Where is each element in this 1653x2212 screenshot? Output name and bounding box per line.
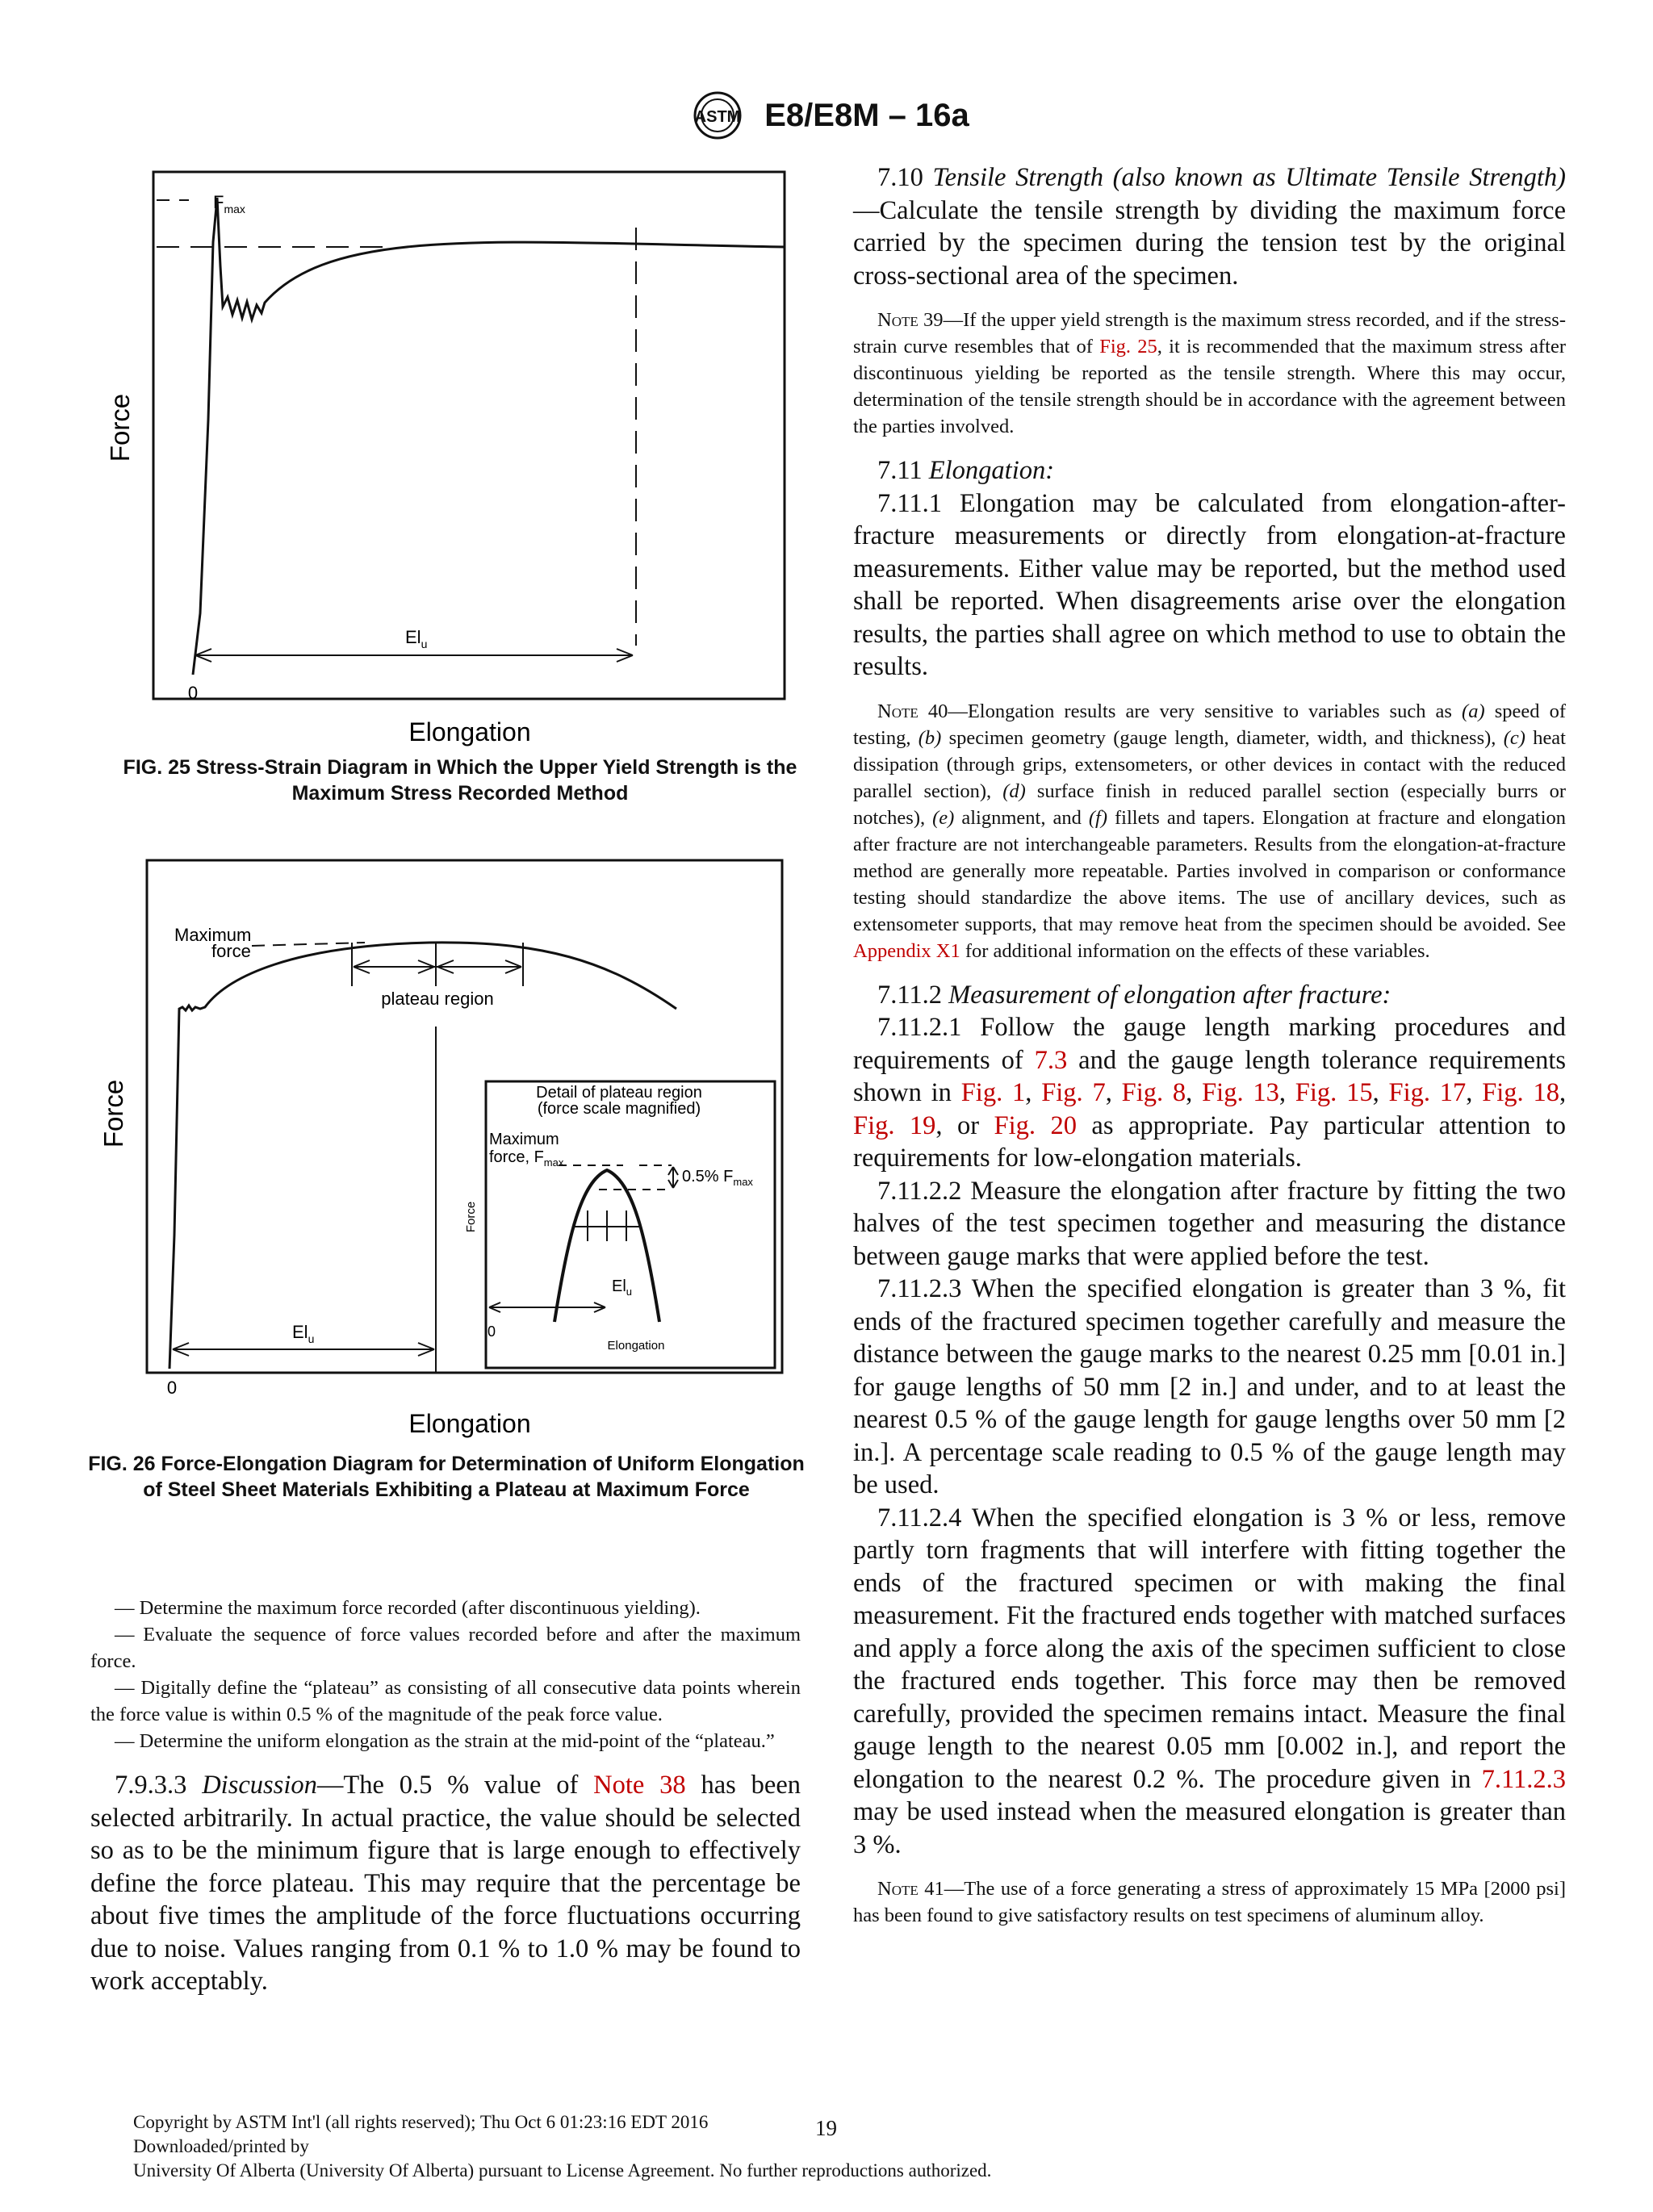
footer-copyright: Copyright by ASTM Int'l (all rights reserved); Thu Oct 6 01:23:16 EDT 2016 — [133, 2112, 709, 2132]
note-40: Note 40—Elongation results are very sensitive to variables such as (a) speed of testing, (b) specimen geometry (gauge length, diameter, width, and thickness), (c) heat dissipation (through grips, extensometers, or other devices in contact with the reduced parallel section), (d) surface finish in reduced parallel section (especially burrs or notches), (e) alignment, and (f) fillets and tapers. Elongation at fracture and elongation after fracture are not interchangeable parameters. Results from the elongation-at-fracture method are generally more repeatable. Parties involved in comparison or conformance testing should standardize the above items. The use of ancillary devices, such as extensometer supports, that may remove heat from the specimen should be avoided. See Appendix X1 for additional information on the effects of these variables. — [853, 700, 1567, 962]
fig-20-link[interactable]: Fig. 20 — [994, 1110, 1077, 1140]
fig25-caption: FIG. 25 Stress-Strain Diagram in Which the Upper Yield Strength is the Maximum Stress Recorded Method — [123, 756, 797, 805]
fig-17-link[interactable]: Fig. 17 — [1388, 1078, 1467, 1107]
para-7933: 7.9.3.3 Discussion—The 0.5 % value of Note 38 has been selected arbitrarily. In actual practice, the value should be selected so as to be the minimum figure that is large enough to effectively define the force plateau. This may require that the percentage be about five times the amplitude of the force fluctuations occurring due to noise. Values ranging from 0.1 % to 1.0 % may be found to work acceptably. — [90, 1771, 801, 1996]
fig25-frame — [153, 172, 785, 699]
bullet-1: — Determine the maximum force recorded (after discontinuous yielding). — [115, 1597, 701, 1619]
fig-19-link[interactable]: Fig. 19 — [853, 1110, 936, 1140]
inset-elu-label: $El_u$ — [612, 1277, 633, 1298]
fig26-maxforce-1: Maximum — [174, 925, 252, 945]
fig26-x-label: Elongation — [408, 1409, 531, 1438]
inset-y-label: Force — [464, 1201, 478, 1233]
section-7-11-2-4: 7.11.2.4 When the specified elongation is 3 % or less, remove partly torn fragments that will interfere with fitting together the ends of the fractured specimen or with making the final measurement. Fit the fractured ends together with matched surfaces and apply a force along the axis of the specimen sufficient to close the fractured ends together. This force may then be removed carefully, provided the specimen remains intact. Measure the final gauge length to the nearest 0.05 mm [0.002 in.], and report the elongation to the nearest 0.2 %. The procedure given in 7.11.2.3 may be used instead when the measured elongation is greater than 3 %. — [853, 1503, 1566, 1859]
fig26-plateau-label: plateau region — [381, 989, 494, 1009]
fig26-maxforce-dash — [252, 943, 365, 946]
fig26-y-label: Force — [98, 1079, 128, 1148]
fig25-curve — [193, 198, 785, 675]
fig-25-link[interactable]: Fig. 25 — [1099, 336, 1157, 358]
section-7-11-2-1: 7.11.2.1 Follow the gauge length marking procedures and requirements of 7.3 and the gauge length tolerance requirements shown in Fig. 1, Fig. 7, Fig. 8, Fig. 13, Fig. 15, Fig. 17, Fig. 18, Fig. 19, or Fig. 20 as appropriate. Pay particular attention to requirements for low-elongation materials. — [853, 1013, 1567, 1173]
fig25-chart — [90, 161, 809, 775]
fig26-inset — [464, 1081, 775, 1368]
fig-13-link[interactable]: Fig. 13 — [1202, 1078, 1279, 1107]
astm-logo-icon — [684, 90, 751, 141]
fig-15-link[interactable]: Fig. 15 — [1295, 1078, 1373, 1107]
page-number: 19 — [815, 2116, 837, 2140]
bullet-3: — Digitally define the “plateau” as consisting of all consecutive data points wherein the force value is within 0.5 % of the magnitude of the peak force value. — [90, 1677, 801, 1725]
ref-7-3-link[interactable]: 7.3 — [1034, 1045, 1068, 1075]
inset-x-label: Elongation — [607, 1339, 665, 1353]
fig25-x-label: Elongation — [408, 717, 531, 746]
inset-max-1: Maximum — [489, 1131, 559, 1148]
inset-origin: 0 — [488, 1323, 496, 1340]
fig26-chart — [90, 855, 809, 1469]
footer-downloaded: Downloaded/printed by — [133, 2136, 309, 2156]
fig-18-link[interactable]: Fig. 18 — [1482, 1078, 1559, 1107]
page-header — [0, 87, 1653, 144]
inset-title-2: (force scale magnified) — [537, 1100, 701, 1118]
right-text-block — [853, 161, 1566, 1929]
svg-text:ASTM: ASTM — [694, 108, 741, 126]
fig25-origin: 0 — [187, 683, 199, 703]
appendix-x1-link[interactable]: Appendix X1 — [853, 939, 960, 962]
ref-7-11-2-3-link[interactable]: 7.11.2.3 — [1481, 1764, 1566, 1794]
fig26-elu-label: $El_u$ — [292, 1322, 315, 1345]
note-38-link[interactable]: Note 38 — [593, 1771, 686, 1800]
left-text-block — [90, 1595, 801, 1998]
footer-license: University Of Alberta (University Of Alberta) pursuant to License Agreement. No further reproductions authorized. — [133, 2160, 992, 2181]
fig25-elu-label: $El_u$ — [405, 627, 428, 650]
section-7-11-2-2: 7.11.2.2 Measure the elongation after fracture by fitting the two halves of the test specimen together and measuring the distance between gauge marks that were applied before the test. — [853, 1176, 1566, 1271]
fig-7-link[interactable]: Fig. 7 — [1041, 1078, 1106, 1107]
section-7-11-1: 7.11.1 Elongation may be calculated from elongation-after-fracture measurements or directly from elongation-at-fracture measurements. Either value may be reported, but the method used shall be reported. When disagreements arise over the elongation results, the parties shall agree on which method to use to obtain the results. — [853, 488, 1566, 681]
page-footer — [133, 2110, 991, 2183]
inset-max-2: force, $F_{max}$ — [489, 1148, 564, 1169]
bullet-2: — Evaluate the sequence of force values recorded before and after the maximum force. — [90, 1624, 801, 1672]
bullet-4: — Determine the uniform elongation as the strain at the mid-point of the “plateau.” — [115, 1730, 775, 1752]
fig-8-link[interactable]: Fig. 8 — [1121, 1078, 1186, 1107]
fig26-origin: 0 — [166, 1378, 178, 1398]
inset-title-1: Detail of plateau region — [536, 1084, 702, 1102]
fig25-fmax-label: $F_{max}$ — [213, 192, 245, 215]
section-7-11-2: 7.11.2 Measurement of elongation after fracture: — [877, 980, 1391, 1010]
fig26-caption: FIG. 26 Force-Elongation Diagram for Determination of Uniform Elongation of Steel Sheet Materials Exhibiting a Plateau at Maximum Force — [88, 1453, 805, 1501]
note-41: Note 41—The use of a force generating a stress of approximately 15 MPa [2000 psi] has been found to give satisfactory results on test specimens of aluminum alloy. — [853, 1878, 1566, 1926]
section-7-11: 7.11 Elongation: — [877, 456, 1055, 485]
fig26-maxforce-2: force — [211, 941, 251, 961]
section-7-11-2-3: 7.11.2.3 When the specified elongation is greater than 3 %, fit ends of the fractured specimen together carefully and measure the distance between the gauge marks to the nearest 0.25 mm [0.01 in.] for gauge lengths of 50 mm [2 in.] and under, and to at least the nearest 0.5 % of the gauge length for gauge lengths over 50 mm [2 in.]. A percentage scale reading to 0.5 % of the gauge length may be used. — [853, 1274, 1566, 1499]
note-39: Note 39—If the upper yield strength is the maximum stress recorded, and if the stress-strain curve resembles that of Fig. 25, it is recommended that the maximum stress after discontinuous yielding be reported as the tensile strength. Where this may occur, determination of the tensile strength should be in accordance with the agreement between the parties involved. — [853, 309, 1567, 437]
fig25-y-label: Force — [105, 393, 135, 462]
section-7-10: 7.10 Tensile Strength (also known as Ultimate Tensile Strength)—Calculate the tensile strength by dividing the maximum force carried by the specimen during the tension test by the original cross-sectional area of the specimen. — [853, 163, 1566, 291]
standard-code: E8/E8M – 16a — [764, 97, 969, 133]
inset-pct-label: 0.5% $F_{max}$ — [682, 1168, 753, 1188]
fig-1-link[interactable]: Fig. 1 — [960, 1078, 1026, 1107]
